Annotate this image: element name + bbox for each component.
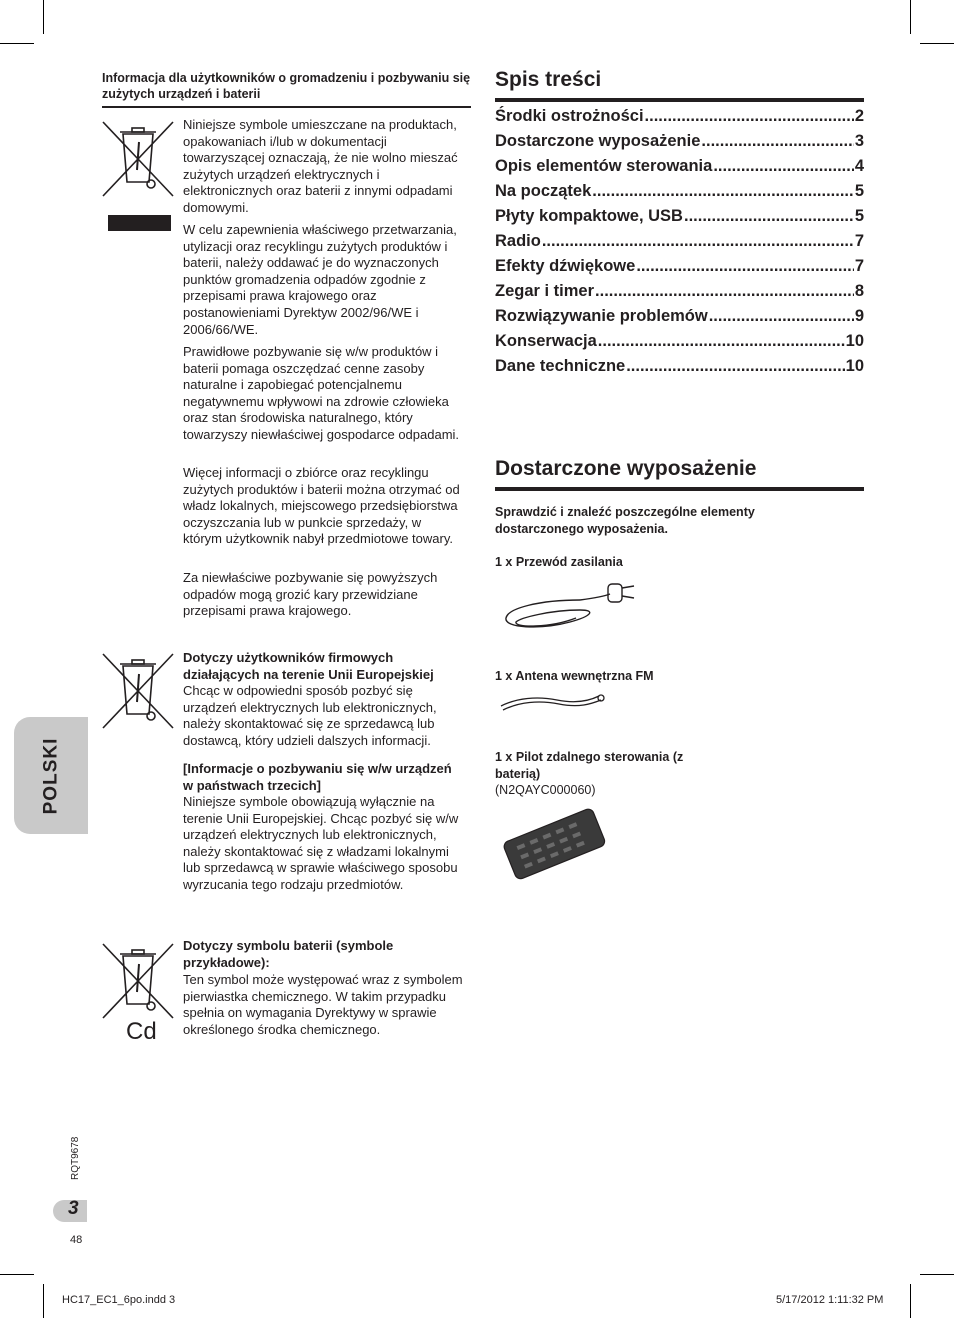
disposal-heading: Informacja dla użytkowników o gromadzeniu i pozbywaniu się zużytych urządzeń i baterii xyxy=(102,71,471,101)
block3-paragraph-1: Ten symbol może występować wraz z symbolem pierwiastka chemicznego. W takim przypadku spełnia on wymagania Dyrektywy w sprawie określonego środka chemicznego. xyxy=(183,972,463,1037)
accessories-intro: Sprawdzić i znaleźć poszczególne elementy dostarczonego wyposażenia. xyxy=(495,505,755,536)
toc-entry[interactable]: Na początek ..... 5 xyxy=(495,182,864,207)
toc-entry[interactable]: Radio ..... 7 xyxy=(495,232,864,257)
footer-filename: HC17_EC1_6po.indd 3 xyxy=(62,1294,176,1306)
toc-entry[interactable]: Płyty kompaktowe, USB ..... 5 xyxy=(495,207,864,232)
block2-paragraph-1: Chcąc w odpowiedni sposób pozbyć się urządzeń elektrycznych lub elektronicznych, należy skontaktować się ze sprzedawcą lub dostawcą, który udzieli dalszych informacji. xyxy=(183,683,437,748)
block1-paragraph-2: W celu zapewnienia właściwego przetwarzania, utylizacji oraz recyklingu zużytych produktów i baterii, należy oddawać je do wyznaczonych punktów gromadzenia odpadów zgodnie z przepisami prawa krajowego oraz postanowieniami Dyrektyw 2002/96/WE i 2006/66/WE. xyxy=(183,222,457,337)
toc-entry[interactable]: Opis elementów sterowania ..... 4 xyxy=(495,157,864,182)
block1-paragraph-3: Prawidłowe pozbywanie się w/w produktów i baterii pomaga oszczędzać cenne zasoby naturalne i zapobiegać potencjalnemu negatywnemu wpływowi na zdrowie człowieka oraz stan środowiska naturalnego, który towarzyszy niewłaściwej gospodarce odpadami. xyxy=(183,344,460,442)
accessories-rule xyxy=(495,487,864,491)
crop-mark xyxy=(0,43,34,44)
block2-title-2: [Informacje o pozbywaniu się w/w urządzeń w państwach trzecich] xyxy=(183,761,452,793)
doc-code: RQT9678 xyxy=(70,1136,81,1180)
crop-mark xyxy=(43,1284,44,1318)
item-fm-antenna: 1 x Antena wewnętrzna FM xyxy=(495,669,654,683)
accessories-title: Dostarczone wyposażenie xyxy=(495,457,757,480)
toc-rule xyxy=(495,98,864,102)
block3-title: Dotyczy symbolu baterii (symbole przykładowe): xyxy=(183,938,394,970)
black-bar-symbol xyxy=(108,215,171,231)
toc-entry[interactable]: Zegar i timer ..... 8 xyxy=(495,282,864,307)
block2-title: Dotyczy użytkowników firmowych działających na terenie Unii Europejskiej xyxy=(183,650,434,682)
item-power-cord: 1 x Przewód zasilania xyxy=(495,555,623,569)
power-cord-image xyxy=(500,570,640,634)
block1-paragraph-4: Więcej informacji o zbiórce oraz recyklingu zużytych produktów i baterii można otrzymać od władz lokalnych, miejscowego przedsiębiorstwa oczyszczania lub w punkcie sprzedaży, w którym użytkownik nabył przedmiotowe towary. xyxy=(183,465,460,547)
crossed-bin-icon xyxy=(101,652,175,730)
crop-mark xyxy=(920,43,954,44)
block1-paragraph-5: Za niewłaściwe pozbywanie się powyższych odpadów mogą grozić kary przewidziane przepisami prawa krajowego. xyxy=(183,570,438,619)
crossed-bin-icon xyxy=(101,120,175,198)
block2-paragraph-2: Niniejsze symbole obowiązują wyłącznie na terenie Unii Europejskiej. Chcąc pozbyć się w/w urządzeń elektrycznych lub elektronicznych, należy skontaktować się z władzami lokalnymi lub sprzedawcą w sprawie właściwego sposobu wyrzucania tego rodzaju przedmiotów. xyxy=(183,794,459,892)
crossed-bin-icon xyxy=(101,942,175,1020)
heading-rule xyxy=(102,106,471,108)
toc-entry[interactable]: Efekty dźwiękowe ..... 7 xyxy=(495,257,864,282)
crop-mark xyxy=(43,0,44,34)
toc-entry[interactable]: Dane techniczne ..... 10 xyxy=(495,357,864,382)
remote-control-image xyxy=(498,800,610,886)
cd-chemical-symbol: Cd xyxy=(126,1018,157,1045)
crop-mark xyxy=(910,1284,911,1318)
toc-entry[interactable]: Rozwiązywanie problemów ..... 9 xyxy=(495,307,864,332)
crop-mark xyxy=(910,0,911,34)
page-number: 48 xyxy=(70,1234,83,1246)
footer-timestamp: 5/17/2012 1:11:32 PM xyxy=(776,1294,884,1306)
page-badge-number: 3 xyxy=(68,1198,79,1219)
crop-mark xyxy=(0,1274,34,1275)
toc-entry[interactable]: Środki ostrożności ..... 2 xyxy=(495,107,864,132)
block1-paragraph-1: Niniejsze symbole umieszczane na produktach, opakowaniach i/lub w dokumentacji towarzyszącej oznaczają, że nie wolno mieszać zużytych urządzeń elektrycznych i elektronicznych oraz baterii z innymi odpadami domowymi. xyxy=(183,117,458,215)
language-tab-label: POLSKI xyxy=(40,737,62,814)
item-remote-control: 1 x Pilot zdalnego sterowania (z baterią) xyxy=(495,750,684,781)
item-remote-code: (N2QAYC000060) xyxy=(495,783,596,797)
table-of-contents xyxy=(495,107,864,382)
toc-title: Spis treści xyxy=(495,68,602,91)
fm-antenna-image xyxy=(497,688,607,718)
language-tab-label-wrap xyxy=(14,717,88,834)
crop-mark xyxy=(920,1274,954,1275)
toc-entry[interactable]: Konserwacja ..... 10 xyxy=(495,332,864,357)
toc-entry[interactable]: Dostarczone wyposażenie ..... 3 xyxy=(495,132,864,157)
